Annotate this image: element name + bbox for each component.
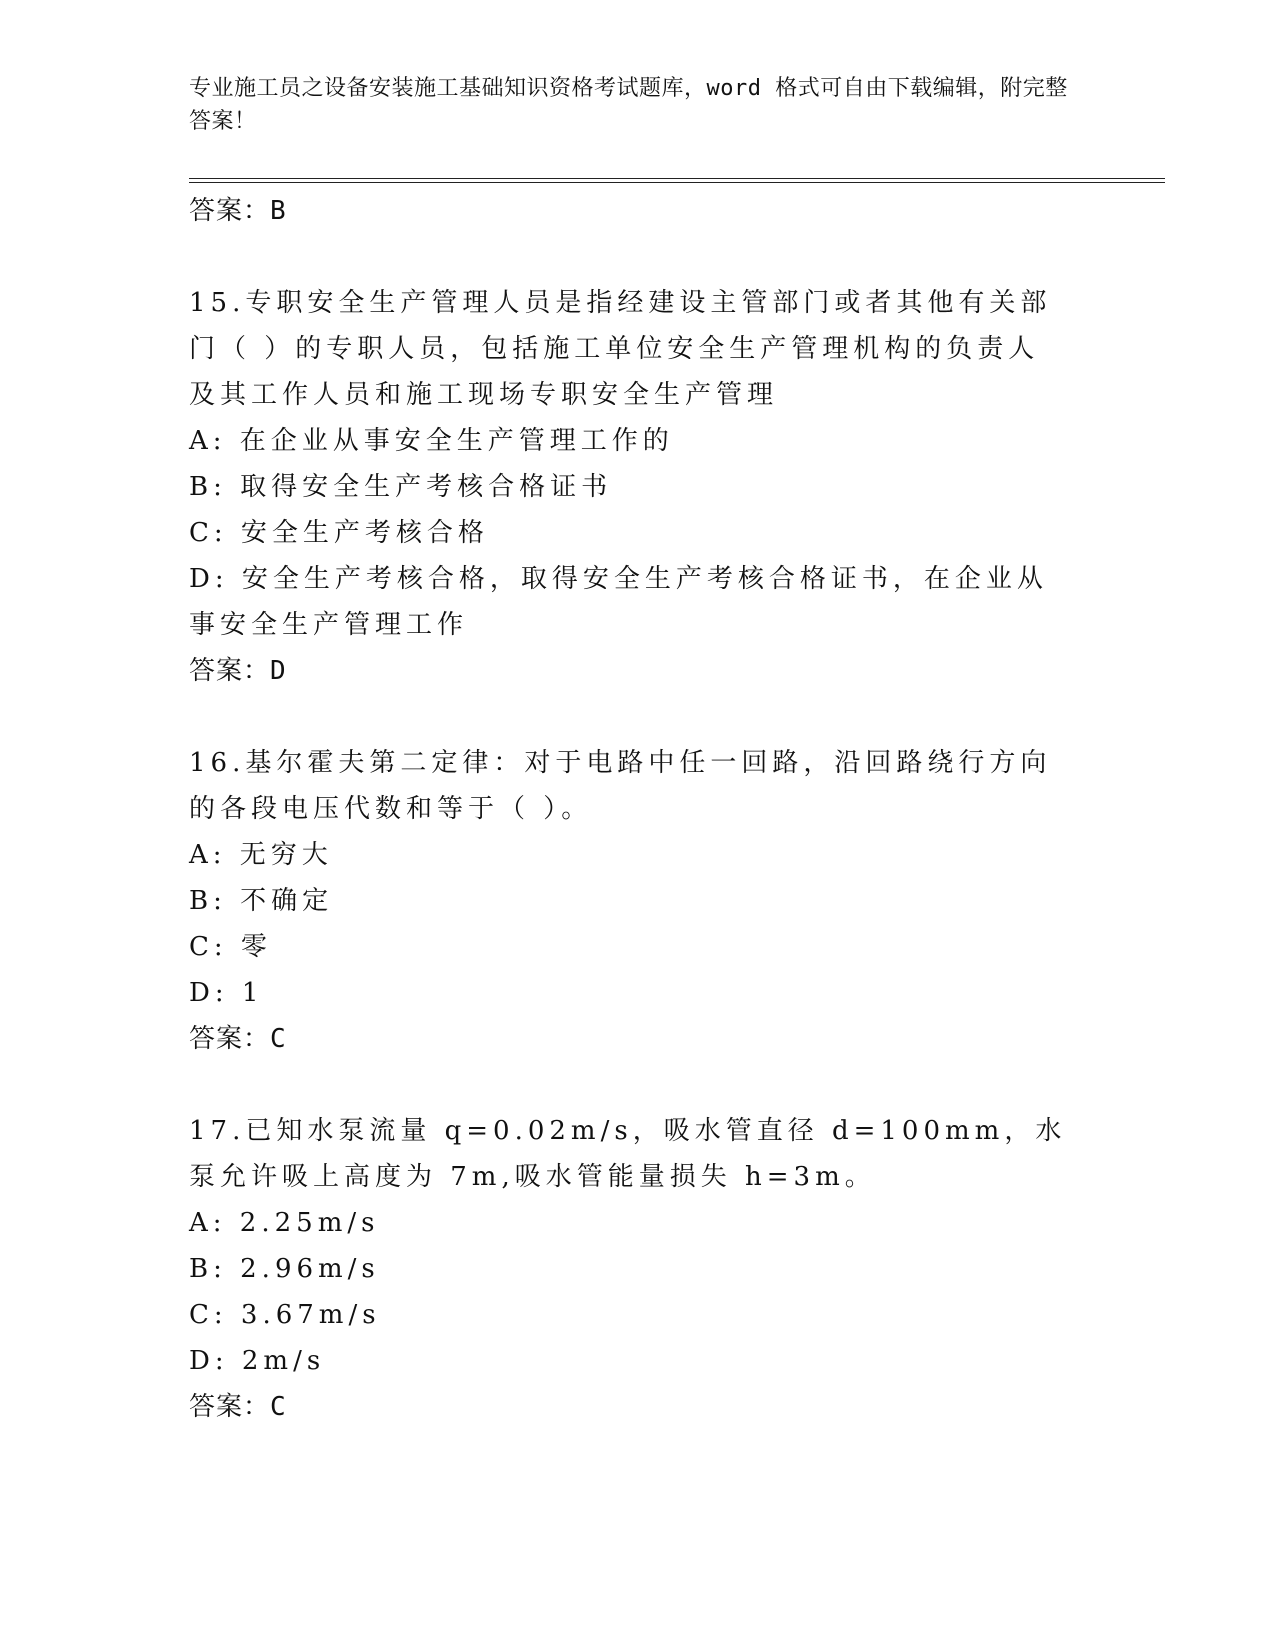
answer-line: 答案：C <box>189 1392 287 1422</box>
document-header: 专业施工员之设备安装施工基础知识资格考试题库，word 格式可自由下载编辑，附完整答案！ <box>189 76 1068 134</box>
option-c: C: 零 <box>189 932 272 962</box>
option-b: B: 取得安全生产考核合格证书 <box>189 472 613 502</box>
option-d: D: 1 <box>189 978 264 1008</box>
question-15 <box>189 280 1089 694</box>
question-stem: 17.已知水泵流量 q=0.02m/s，吸水管直径 d=100mm，水泵允许吸上高度为 7m,吸水管能量损失 h=3m。 <box>189 1116 1067 1192</box>
option-a: A: 2.25m/s <box>189 1208 380 1238</box>
option-a: A: 无穷大 <box>189 840 333 870</box>
option-d: D: 2m/s <box>189 1346 326 1376</box>
option-b: B: 2.96m/s <box>189 1254 380 1284</box>
spacer <box>189 1062 1089 1108</box>
option-c: C: 安全生产考核合格 <box>189 518 489 548</box>
option-d: D: 安全生产考核合格，取得安全生产考核合格证书，在企业从事安全生产管理工作 <box>189 564 1048 640</box>
question-stem: 16.基尔霍夫第二定律：对于电路中任一回路，沿回路绕行方向的各段电压代数和等于（ ）。 <box>189 748 1052 824</box>
document-body <box>189 188 1089 1430</box>
answer-line: 答案：D <box>189 656 287 686</box>
question-stem: 15.专职安全生产管理人员是指经建设主管部门或者其他有关部门（ ）的专职人员，包括施工单位安全生产管理机构的负责人及其工作人员和施工现场专职安全生产管理 <box>189 288 1052 410</box>
question-17 <box>189 1108 1089 1430</box>
answer-line: 答案：B <box>189 196 287 226</box>
option-c: C: 3.67m/s <box>189 1300 381 1330</box>
question-16 <box>189 740 1089 1062</box>
option-b: B: 不确定 <box>189 886 334 916</box>
spacer <box>189 694 1089 740</box>
option-a: A: 在企业从事安全生产管理工作的 <box>189 426 674 456</box>
answer-line: 答案：C <box>189 1024 287 1054</box>
header-divider <box>189 178 1165 183</box>
spacer <box>189 234 1089 280</box>
